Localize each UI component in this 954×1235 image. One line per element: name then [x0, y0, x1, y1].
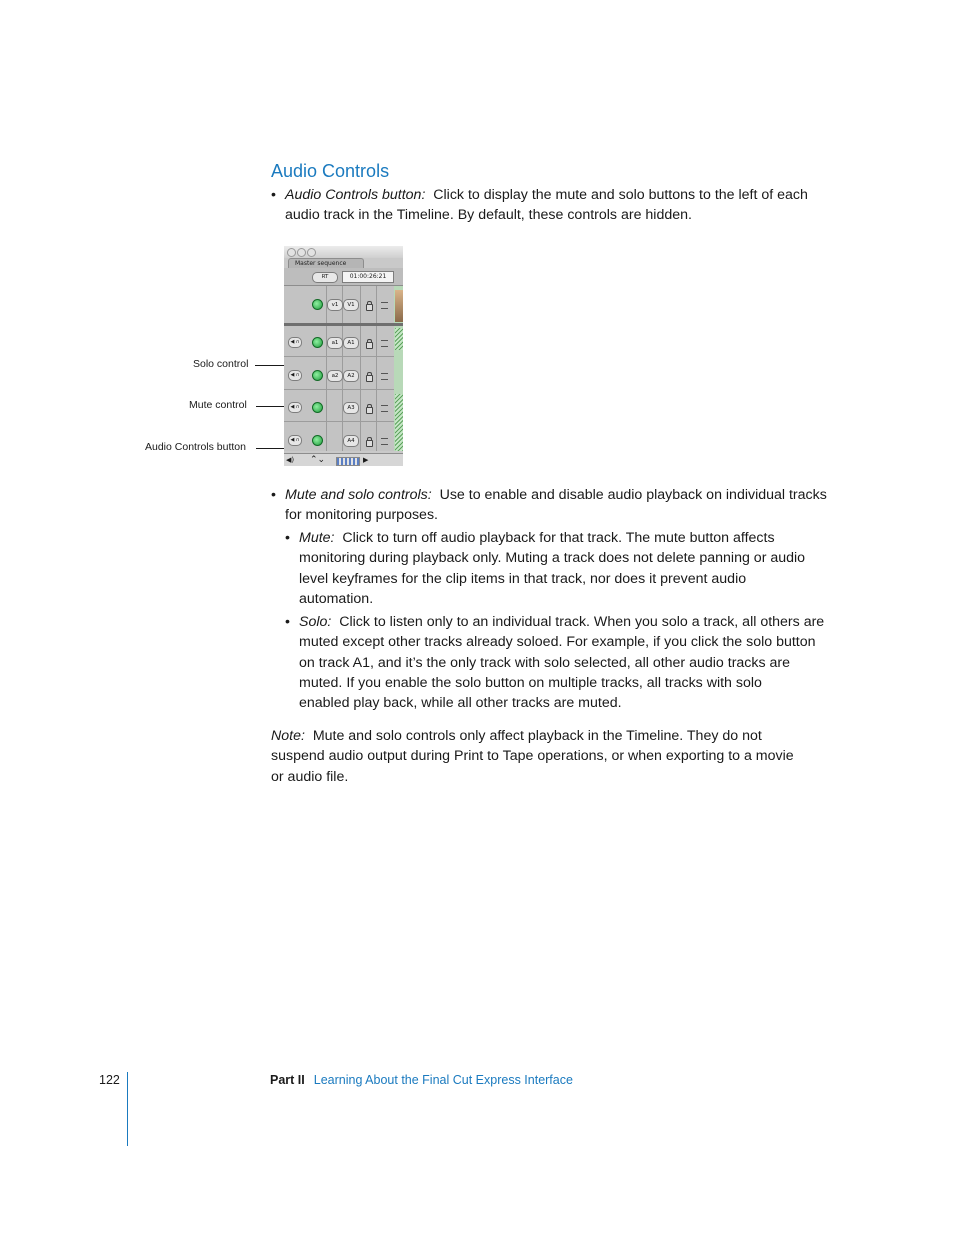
track-visibility-icon[interactable]: [312, 402, 323, 413]
track-visibility-icon[interactable]: [312, 337, 323, 348]
auto-select-icon[interactable]: [381, 405, 388, 412]
bullet-text: monitoring during playback only. Muting a track does not delete panning or audio: [299, 550, 806, 567]
bullet-text: automation.: [299, 590, 374, 607]
bullet-text: for monitoring purposes.: [285, 507, 438, 524]
lock-icon[interactable]: [366, 375, 373, 382]
subbullet-solo: [285, 612, 859, 713]
callout-solo-control: Solo control: [193, 358, 249, 370]
source-track-a2[interactable]: a2: [327, 370, 343, 382]
timeline-toolbar: [284, 268, 403, 286]
track-divider: [284, 421, 394, 422]
scroll-right-icon[interactable]: ▶: [363, 456, 369, 464]
note-text: or audio file.: [271, 768, 349, 785]
destination-track-a4[interactable]: A4: [343, 435, 359, 447]
lock-icon[interactable]: [366, 342, 373, 349]
auto-select-icon[interactable]: [381, 340, 388, 347]
column-divider: [326, 286, 327, 451]
track-visibility-icon[interactable]: [312, 370, 323, 381]
close-window-button[interactable]: [287, 248, 296, 257]
term-mute: Mute:: [299, 530, 335, 546]
mute-button-a3[interactable]: ◀ ∩: [288, 402, 302, 413]
zoom-slider[interactable]: [336, 457, 360, 466]
bullet-text: level keyframes for the clip items in that track, nor does it prevent audio: [299, 570, 747, 587]
mute-button-a4[interactable]: ◀ ∩: [288, 435, 302, 446]
section-heading: Audio Controls: [271, 161, 390, 181]
column-divider: [360, 286, 361, 451]
timeline-bottom-bar: [284, 453, 403, 466]
bullet-audio-controls-button: [271, 185, 845, 226]
auto-select-icon[interactable]: [381, 373, 388, 380]
source-track-a1[interactable]: a1: [327, 337, 343, 349]
clip-overlays-icon[interactable]: ⌃⌄: [310, 455, 326, 465]
track-visibility-icon[interactable]: [312, 299, 323, 310]
note-text: suspend audio output during Print to Tape operations, or when exporting to a movie: [271, 748, 794, 765]
footer-rule: [127, 1072, 128, 1146]
audio-clip[interactable]: [395, 328, 403, 350]
bullet-text: muted. If you enable the solo button on multiple tracks, all tracks with solo: [299, 674, 762, 691]
rt-menu-button[interactable]: RT: [312, 272, 338, 283]
destination-track-a3[interactable]: A3: [343, 402, 359, 414]
track-divider: [284, 356, 394, 357]
callout-mute-control: Mute control: [189, 399, 247, 411]
destination-track-v1[interactable]: V1: [343, 299, 359, 311]
lock-icon[interactable]: [366, 304, 373, 311]
page-number: 122: [99, 1073, 120, 1087]
bullet-text: muted except other tracks already soloed. For example, if you click the solo button: [299, 634, 816, 651]
lock-icon[interactable]: [366, 407, 373, 414]
window-titlebar: [284, 246, 403, 258]
audio-clip[interactable]: [395, 394, 403, 451]
footer-chapter-link[interactable]: Learning About the Final Cut Express Interface: [313, 1073, 573, 1087]
timeline-screenshot: [284, 246, 403, 466]
track-divider: [284, 389, 394, 390]
bullet-text: Click to listen only to an individual track. When you solo a track, all others are: [339, 614, 825, 630]
timecode-field[interactable]: 01:00:26:21: [342, 271, 394, 283]
subbullet-mute: [285, 528, 859, 609]
callout-audio-controls-button: Audio Controls button: [145, 441, 246, 453]
note-paragraph: [271, 726, 851, 787]
bullet-text: Use to enable and disable audio playback on individual tracks: [439, 487, 827, 503]
video-audio-separator[interactable]: [284, 323, 403, 326]
destination-track-a1[interactable]: A1: [343, 337, 359, 349]
bullet-mute-solo-controls: [271, 485, 845, 526]
note-label: Note:: [271, 728, 305, 744]
tab-sequence[interactable]: Master sequence: [288, 258, 364, 269]
footer-part: [270, 1073, 573, 1087]
minimize-window-button[interactable]: [297, 248, 306, 257]
mute-button-a1[interactable]: ◀ ∩: [288, 337, 302, 348]
term-solo: Solo:: [299, 614, 332, 630]
auto-select-icon[interactable]: [381, 302, 388, 309]
video-clip[interactable]: [395, 290, 403, 322]
bullet-text: on track A1, and it’s the only track with solo selected, all other audio tracks are: [299, 654, 791, 671]
note-line: [271, 726, 851, 746]
bullet-line: [299, 612, 859, 632]
bullet-text: enabled play back, while all other tracks are muted.: [299, 695, 622, 712]
footer-part-label: Part II: [270, 1073, 305, 1087]
term-mute-solo: Mute and solo controls:: [285, 487, 432, 503]
bullet-marker: •: [271, 187, 276, 203]
bullet-text: Click to turn off audio playback for that track. The mute button affects: [342, 530, 775, 546]
bullet-text: Click to display the mute and solo buttons to the left of each: [433, 187, 808, 203]
column-divider: [342, 286, 343, 451]
bullet-marker: •: [271, 487, 276, 503]
term-audio-controls-button: Audio Controls button:: [285, 187, 426, 203]
audio-controls-button[interactable]: ◀): [286, 456, 295, 464]
track-visibility-icon[interactable]: [312, 435, 323, 446]
bullet-line: [285, 485, 845, 505]
auto-select-icon[interactable]: [381, 438, 388, 445]
lock-icon[interactable]: [366, 440, 373, 447]
zoom-window-button[interactable]: [307, 248, 316, 257]
source-track-v1[interactable]: v1: [327, 299, 343, 311]
bullet-marker: •: [285, 614, 290, 630]
bullet-line: [299, 528, 859, 548]
solo-button-a2[interactable]: ◀ ∩: [288, 370, 302, 381]
bullet-text: audio track in the Timeline. By default, these controls are hidden.: [285, 207, 692, 224]
column-divider: [376, 286, 377, 451]
note-text: Mute and solo controls only affect playback in the Timeline. They do not: [312, 728, 762, 744]
destination-track-a2[interactable]: A2: [343, 370, 359, 382]
bullet-marker: •: [285, 530, 290, 546]
bullet-line: [285, 185, 845, 205]
